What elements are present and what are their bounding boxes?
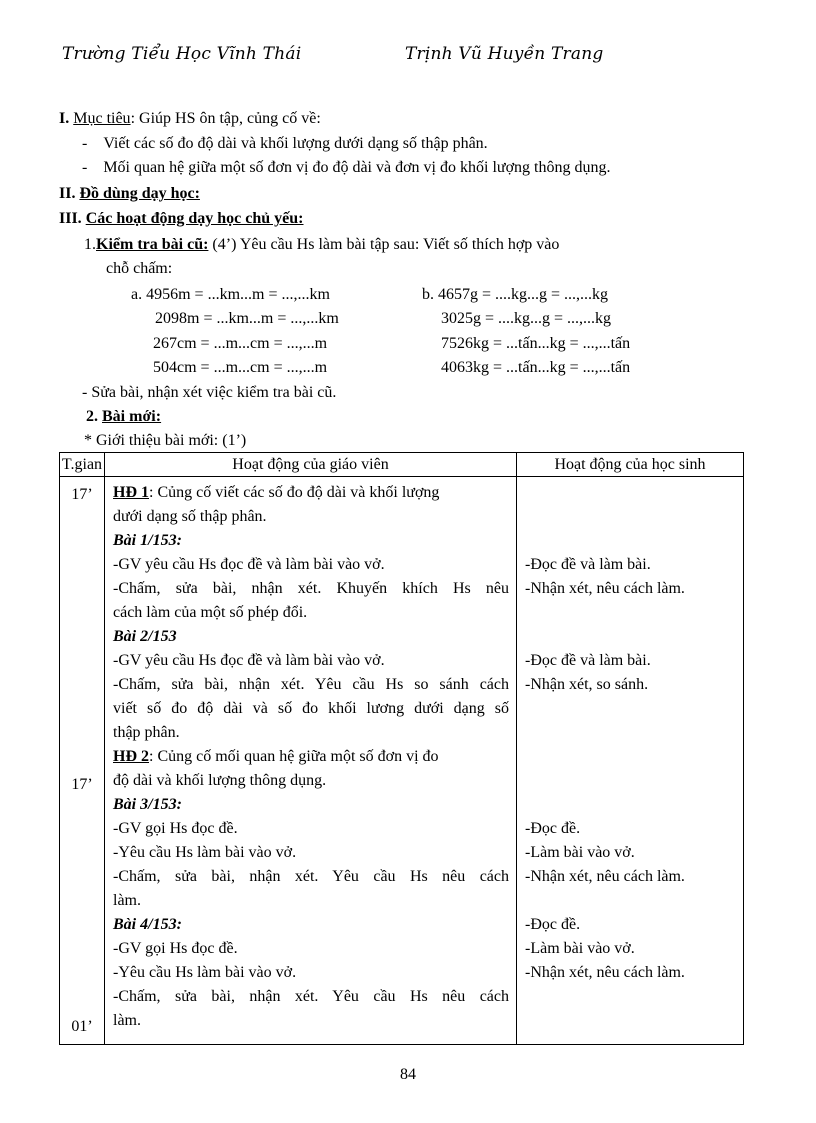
header-time: T.gian: [60, 453, 105, 477]
teacher-step: -Chấm, sửa bài, nhận xét. Yêu cầu Hs nêu cách: [113, 988, 509, 1005]
teacher-step: -GV yêu cầu Hs đọc đề và làm bài vào vở.: [113, 556, 385, 573]
student-step: -Đọc đề và làm bài.: [525, 652, 651, 669]
teacher-step: -Yêu cầu Hs làm bài vào vở.: [113, 844, 297, 861]
hd2-line: độ dài và khối lượng thông dụng.: [113, 772, 327, 789]
hd1-line: dưới dạng số thập phân.: [113, 508, 267, 525]
teacher-step: -Chấm, sửa bài, nhận xét. Yêu cầu Hs nêu cách: [113, 868, 509, 885]
time-value: 01’: [71, 1018, 93, 1035]
teacher-step: viết số đo độ dài và số đo khối lương dưới dạng số: [113, 700, 509, 717]
exercise-left: a. 4956m = ...km...m = ...,...km: [131, 286, 330, 303]
exercise-title: Bài 3/153:: [113, 796, 182, 813]
hd2-line: HĐ 2: Củng cố mối quan hệ giữa một số đơn vị đo: [113, 748, 439, 765]
page-number: 84: [400, 1066, 416, 1083]
student-step: -Làm bài vào vở.: [525, 844, 635, 861]
exercise-left: 2098m = ...km...m = ...,...km: [155, 310, 339, 327]
student-step: -Làm bài vào vở.: [525, 940, 635, 957]
teacher-step: làm.: [113, 1012, 141, 1029]
exercise-left: 267cm = ...m...cm = ...,...m: [153, 335, 328, 352]
check-text-cont: chỗ chấm:: [106, 260, 173, 277]
student-step: -Đọc đề.: [525, 916, 581, 933]
activities-heading: III. Các hoạt động dạy học chủ yếu:: [59, 210, 304, 227]
check-heading: 1.Kiểm tra bài cũ: (4’) Yêu cầu Hs làm bài tập sau: Viết số thích hợp vào: [84, 236, 560, 253]
objectives-intro: : Giúp HS ôn tập, củng cố về:: [130, 110, 321, 127]
objectives-title: Mục tiêu: [73, 110, 131, 127]
exercise-left: 504cm = ...m...cm = ...,...m: [153, 359, 328, 376]
student-step: -Đọc đề.: [525, 820, 581, 837]
exercise-title: Bài 4/153:: [113, 916, 182, 933]
teacher-step: thập phân.: [113, 724, 180, 741]
exercise-right: b. 4657g = ....kg...g = ...,...kg: [422, 286, 609, 303]
header-teacher: Trịnh Vũ Huyền Trang: [405, 44, 604, 64]
newlesson-heading: 2. Bài mới:: [86, 408, 162, 425]
objectives-heading: [59, 107, 321, 131]
student-step: -Nhận xét, so sánh.: [525, 676, 649, 693]
student-step: -Nhận xét, nêu cách làm.: [525, 964, 685, 981]
student-step: -Nhận xét, nêu cách làm.: [525, 868, 685, 885]
exercise-title: Bài 1/153:: [113, 532, 182, 549]
student-column: [517, 477, 744, 1045]
teacher-step: -GV yêu cầu Hs đọc đề và làm bài vào vở.: [113, 652, 385, 669]
time-value: 17’: [71, 776, 93, 793]
objective-item: - Mối quan hệ giữa một số đơn vị đo độ dài và đơn vị đo khối lượng thông dụng.: [82, 159, 611, 176]
objective-item: - Viết các số đo độ dài và khối lượng dưới dạng số thập phân.: [82, 135, 488, 152]
teacher-step: làm.: [113, 892, 141, 909]
header-student-activity: Hoạt động của học sinh: [517, 453, 744, 477]
check-review: - Sửa bài, nhận xét việc kiểm tra bài cũ.: [82, 384, 337, 401]
student-step: -Đọc đề và làm bài.: [525, 556, 651, 573]
teacher-step: -GV gọi Hs đọc đề.: [113, 940, 238, 957]
time-column: [60, 477, 105, 1045]
newlesson-intro: * Giới thiệu bài mới: (1’): [84, 432, 247, 449]
hd1-line: HĐ 1: Củng cố viết các số đo độ dài và khối lượng: [113, 484, 440, 501]
check-title: Kiểm tra bài cũ:: [96, 236, 209, 253]
exercise-right: 4063kg = ...tấn...kg = ...,...tấn: [441, 359, 631, 376]
time-value: 17’: [71, 486, 93, 503]
exercise-right: 3025g = ....kg...g = ...,...kg: [441, 310, 612, 327]
teacher-step: -Chấm, sửa bài, nhận xét. Yêu cầu Hs so sánh cách: [113, 676, 509, 693]
teacher-column: [105, 477, 517, 1045]
teacher-step: -GV gọi Hs đọc đề.: [113, 820, 238, 837]
lesson-table: [59, 452, 744, 1045]
materials-heading: II. Đồ dùng dạy học:: [59, 185, 200, 202]
student-step: -Nhận xét, nêu cách làm.: [525, 580, 685, 597]
teacher-step: cách làm của một số phép đổi.: [113, 604, 308, 621]
teacher-step: -Chấm, sửa bài, nhận xét. Khuyến khích Hs nêu: [113, 580, 509, 597]
exercise-right: 7526kg = ...tấn...kg = ...,...tấn: [441, 335, 631, 352]
teacher-step: -Yêu cầu Hs làm bài vào vở.: [113, 964, 297, 981]
exercise-title: Bài 2/153: [113, 628, 177, 645]
header-school: Trường Tiểu Học Vĩnh Thái: [62, 44, 302, 64]
header-teacher-activity: Hoạt động của giáo viên: [105, 453, 517, 477]
objectives-roman: I.: [59, 110, 70, 127]
